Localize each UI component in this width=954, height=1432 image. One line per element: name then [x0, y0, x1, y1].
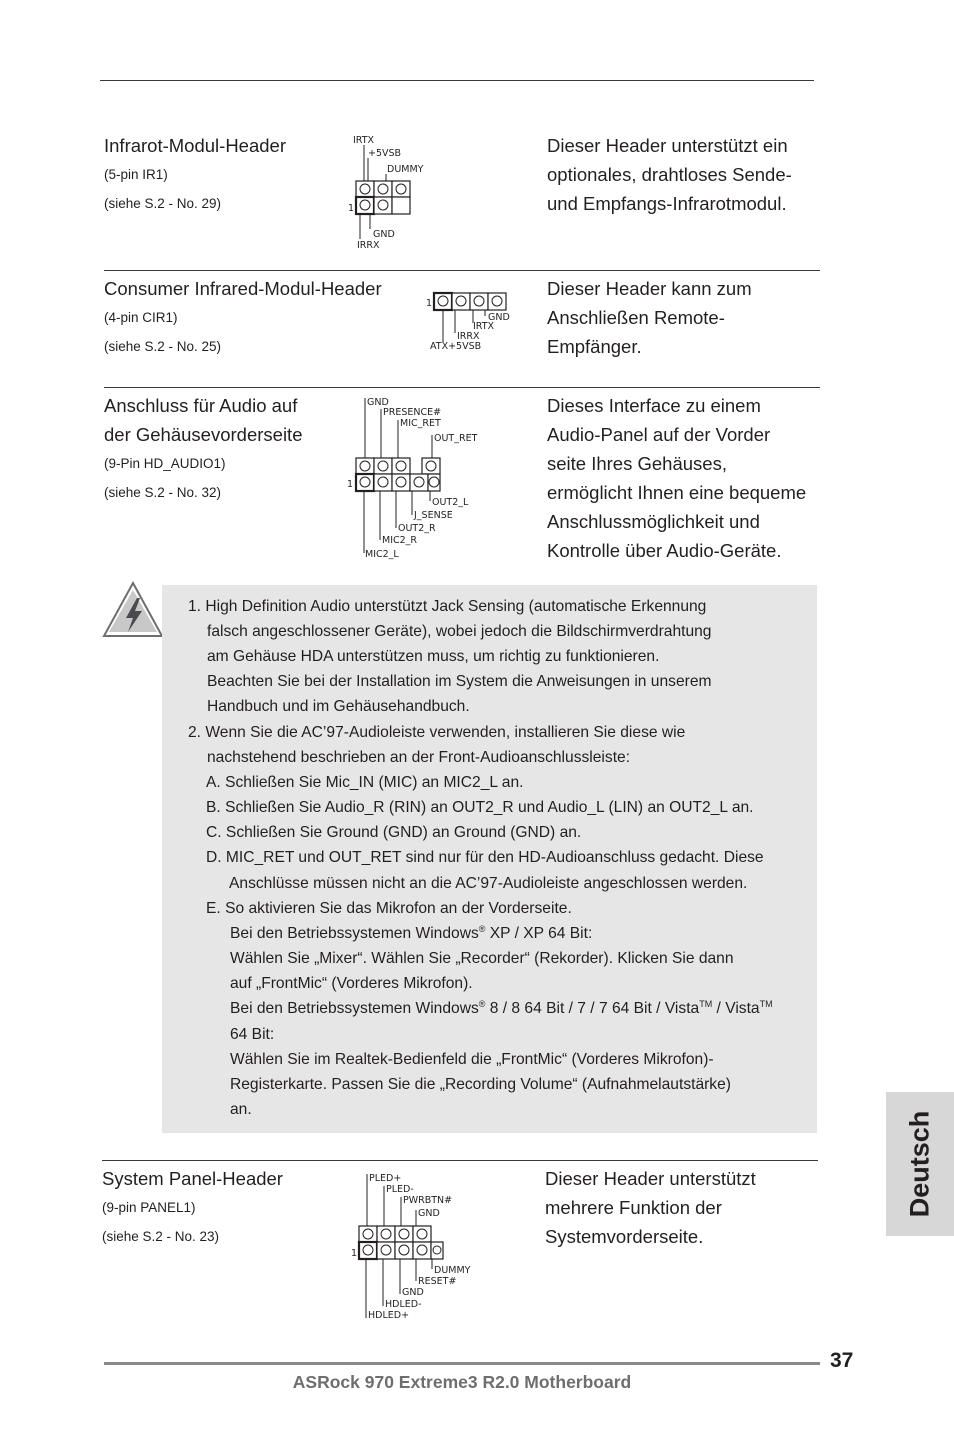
audio-label-mic2-r: MIC2_R: [382, 535, 418, 546]
panel-desc-line: Systemvorderseite.: [545, 1226, 704, 1247]
note-line: falsch angeschlossener Geräte), wobei jedoch die Bildschirmverdrahtung: [207, 623, 712, 640]
ir-title: Infrarot-Modul-Header: [104, 135, 286, 156]
note-line: Registerkarte. Passen Sie die „Recording Volume“ (Aufnahmelautstärke): [230, 1076, 731, 1093]
audio-desc-line: ermöglicht Ihnen eine bequeme: [547, 482, 807, 503]
cir-ref: (siehe S.2 - No. 25): [104, 339, 222, 354]
warning-lightning-icon: [102, 580, 164, 645]
audio-description: [547, 391, 806, 565]
note-line: am Gehäuse HDA unterstützen muss, um richtig zu funktionieren.: [207, 648, 660, 665]
note-line: B. Schließen Sie Audio_R (RIN) an OUT2_R und Audio_L (LIN) an OUT2_L an.: [206, 799, 754, 816]
note-line: E. So aktivieren Sie das Mikrofon an der Vorderseite.: [206, 900, 572, 917]
audio-label-j-sense: J_SENSE: [414, 510, 453, 521]
panel-label-hdled-plus: HDLED+: [368, 1310, 410, 1321]
audio-desc-line: Audio-Panel auf der Vorder: [547, 424, 771, 445]
note-line: Wählen Sie „Mixer“. Wählen Sie „Recorder“ (Rekorder). Klicken Sie dann: [230, 950, 734, 967]
note-line: D. MIC_RET und OUT_RET sind nur für den HD-Audioanschluss gedacht. Diese: [206, 849, 764, 866]
language-tab-label: Deutsch: [904, 1110, 935, 1218]
cir-label-irtx: IRTX: [473, 321, 495, 332]
audio-label-gnd: GND: [367, 397, 389, 408]
audio-label-out2-l: OUT2_L: [432, 497, 469, 508]
page-number: 37: [830, 1349, 854, 1372]
cir-description: [547, 274, 752, 361]
note-line: 2. Wenn Sie die AC’97-Audioleiste verwenden, installieren Sie diese wie: [188, 724, 686, 741]
cir-label-gnd: GND: [488, 312, 510, 323]
audio-desc-line: seite Ihres Gehäuses,: [547, 453, 727, 474]
ir-pin: (5-pin IR1): [104, 167, 168, 182]
panel-ref: (siehe S.2 - No. 23): [102, 1229, 220, 1244]
panel-diagram: [350, 1170, 490, 1322]
panel-label-pled-plus: PLED+: [369, 1173, 402, 1184]
panel-desc-line: mehrere Funktion der: [545, 1197, 722, 1218]
note-line: 1. High Definition Audio unterstützt Jack Sensing (automatische Erkennung: [188, 598, 707, 615]
note-line: 64 Bit:: [230, 1026, 275, 1043]
note-line: nachstehend beschrieben an der Front-Audioanschlussleiste:: [207, 749, 631, 766]
cir-section: [104, 274, 382, 361]
cir-title: Consumer Infrared-Modul-Header: [104, 278, 382, 299]
panel-pin1-label: 1: [351, 1248, 358, 1259]
ir-description: [547, 131, 792, 218]
footer-rule: [104, 1362, 820, 1365]
footer-title: ASRock 970 Extreme3 R2.0 Motherboard: [292, 1372, 632, 1392]
audio-desc-line: Anschlussmöglichkeit und: [547, 511, 760, 532]
panel-title: System Panel-Header: [102, 1168, 283, 1189]
ir-label-gnd: GND: [373, 229, 395, 240]
note-line: A. Schließen Sie Mic_IN (MIC) an MIC2_L an.: [206, 774, 524, 791]
ir-desc-line: Dieser Header unterstützt ein: [547, 135, 788, 156]
note-line: an.: [230, 1101, 252, 1118]
cir-desc-line: Empfänger.: [547, 336, 642, 357]
panel-label-dummy: DUMMY: [434, 1265, 471, 1276]
ir-label-irrx: IRRX: [357, 240, 380, 251]
panel-label-hdled-minus: HDLED-: [385, 1299, 422, 1310]
panel-label-reset: RESET#: [418, 1276, 457, 1287]
audio-title-line2: der Gehäusevorderseite: [104, 424, 303, 445]
cir-pin: (4-pin CIR1): [104, 310, 178, 325]
ir-label-5vsb: +5VSB: [368, 148, 402, 159]
audio-ref: (siehe S.2 - No. 32): [104, 485, 222, 500]
audio-desc-line: Kontrolle über Audio-Geräte.: [547, 540, 782, 561]
panel-label-gnd-bottom: GND: [402, 1287, 424, 1298]
audio-label-presence: PRESENCE#: [383, 407, 442, 418]
panel-desc-line: Dieser Header unterstützt: [545, 1168, 756, 1189]
cir-label-atx5vsb: ATX+5VSB: [430, 341, 482, 352]
note-line: C. Schließen Sie Ground (GND) an Ground (GND) an.: [206, 824, 582, 841]
ir-ref: (siehe S.2 - No. 29): [104, 196, 222, 211]
panel-section: [102, 1164, 283, 1251]
ir-desc-line: optionales, drahtloses Sende-: [547, 164, 792, 185]
ir-section: [104, 131, 286, 218]
audio-pin: (9-Pin HD_AUDIO1): [104, 456, 226, 471]
cir-diagram: [424, 290, 524, 352]
note-line: Beachten Sie bei der Installation im System die Anweisungen in unserem: [207, 673, 712, 690]
panel-description: [545, 1164, 756, 1251]
panel-label-pled-minus: PLED-: [386, 1184, 414, 1195]
panel-label-pwrbtn: PWRBTN#: [403, 1195, 453, 1206]
cir-pin1-label: 1: [426, 298, 433, 309]
panel-label-gnd-top: GND: [418, 1208, 440, 1219]
audio-title-line1: Anschluss für Audio auf: [104, 395, 298, 416]
note-line: Wählen Sie im Realtek-Bedienfeld die „FrontMic“ (Vorderes Mikrofon)-: [230, 1051, 714, 1068]
ir-pin1-label: 1: [348, 203, 355, 214]
section-divider: [102, 1160, 818, 1161]
ir-label-irtx: IRTX: [353, 135, 375, 146]
ir-diagram: [345, 134, 445, 252]
section-divider: [104, 387, 820, 388]
note-line: auf „FrontMic“ (Vorderes Mikrofon).: [230, 975, 473, 992]
audio-label-mic-ret: MIC_RET: [400, 418, 441, 429]
cir-desc-line: Dieser Header kann zum: [547, 278, 752, 299]
language-tab: [886, 1092, 954, 1236]
ir-desc-line: und Empfangs-Infrarotmodul.: [547, 193, 787, 214]
note-line: Anschlüsse müssen nicht an die AC’97-Audioleiste angeschlossen werden.: [229, 875, 748, 892]
note-os-xp: Bei den Betriebssystemen Windows® XP / XP 64 Bit:: [230, 923, 593, 942]
audio-desc-line: Dieses Interface zu einem: [547, 395, 761, 416]
audio-label-mic2-l: MIC2_L: [365, 549, 399, 560]
ir-label-dummy: DUMMY: [387, 164, 424, 175]
note-line: Handbuch und im Gehäusehandbuch.: [207, 698, 470, 715]
audio-section: [104, 391, 302, 507]
note-os-vista: Bei den Betriebssystemen Windows® 8 / 8 64 Bit / 7 / 7 64 Bit / Vista™ / Vista™: [230, 998, 773, 1017]
audio-label-out2-r: OUT2_R: [398, 523, 436, 534]
audio-pin1-label: 1: [347, 479, 354, 490]
panel-pin: (9-pin PANEL1): [102, 1200, 196, 1215]
audio-label-out-ret: OUT_RET: [434, 433, 478, 444]
top-rule: [100, 80, 814, 81]
cir-desc-line: Anschließen Remote-: [547, 307, 725, 328]
section-divider: [104, 270, 820, 271]
audio-diagram: [344, 395, 484, 563]
cir-label-irrx: IRRX: [457, 331, 480, 342]
